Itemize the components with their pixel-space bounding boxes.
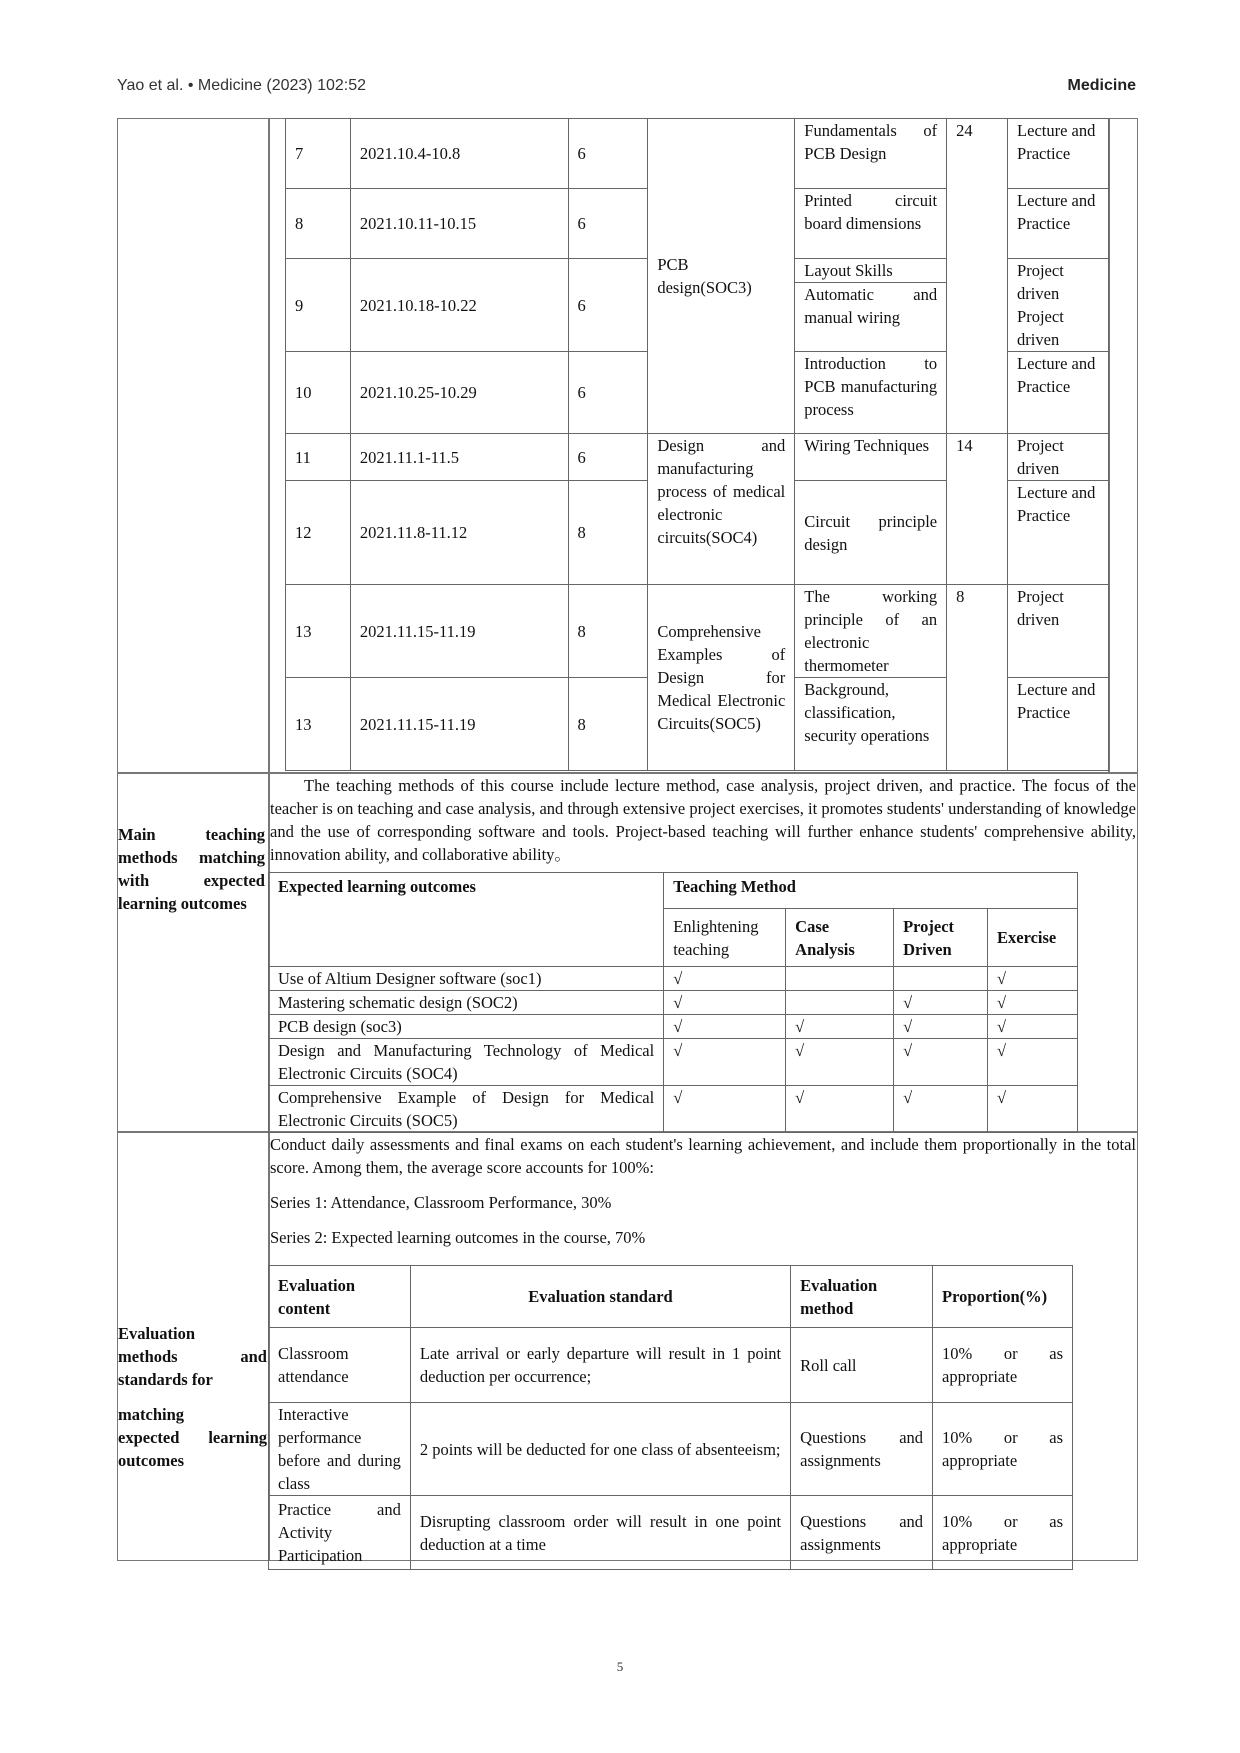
table-row	[269, 1039, 1078, 1086]
label-line: matching	[118, 1405, 184, 1424]
teaching-methods-paragraph: The teaching methods of this course include lecture method, case analysis, project driven, and practice. The focus of the teacher is on teaching and case analysis, and through extensive project exercises, it promotes students' understanding of knowledge and the use of corresponding software and tools. Project-based teaching will further enhance students' comprehensive ability, innovation ability, and collaborative ability。	[270, 776, 1136, 864]
check-icon: √	[664, 1015, 786, 1039]
evaluation-series-2: Series 2: Expected learning outcomes in the course, 70%	[270, 1228, 646, 1247]
method-cell	[1008, 259, 1109, 352]
hours-cell: 8	[568, 678, 648, 771]
proportion-cell: 10% or as appropriate	[933, 1328, 1073, 1403]
module-hours-cell: 24	[947, 119, 1008, 434]
outcome-cell: Design and Manufacturing Technology of Medical Electronic Circuits (SOC4)	[269, 1039, 664, 1086]
hours-cell: 6	[568, 352, 648, 434]
method-cell: Lecture and Practice	[1008, 678, 1109, 771]
table-row	[286, 434, 1109, 481]
hours-cell: 6	[568, 189, 648, 259]
label-line: Main teaching	[118, 825, 265, 844]
week-cell: 12	[286, 481, 351, 585]
evaluation-table	[268, 1265, 1073, 1570]
table-row	[269, 873, 1078, 909]
week-cell: 9	[286, 259, 351, 352]
dates-cell: 2021.10.11-10.15	[350, 189, 568, 259]
topic-cell: The working principle of an electronic thermometer	[795, 585, 947, 678]
standard-cell: Late arrival or early departure will result in 1 point deduction per occurrence;	[410, 1328, 790, 1403]
journal-name: Medicine	[1067, 77, 1136, 94]
hours-cell: 6	[568, 259, 648, 352]
outcome-cell: Comprehensive Example of Design for Medical Electronic Circuits (SOC5)	[269, 1086, 664, 1133]
table-row	[269, 991, 1078, 1015]
topic-text: Layout Skills	[795, 259, 946, 283]
method-cell: Questions and assignments	[791, 1403, 933, 1496]
module-cell: PCB design(SOC3)	[648, 119, 795, 434]
label-line: methods matching	[118, 848, 265, 867]
label-line: methods and	[118, 1347, 267, 1366]
topic-cell: Introduction to PCB manufacturing process	[795, 352, 947, 434]
hours-cell: 8	[568, 585, 648, 678]
topic-cell: Circuit principle design	[795, 481, 947, 585]
week-cell: 13	[286, 678, 351, 771]
week-cell: 8	[286, 189, 351, 259]
column-header: Proportion(%)	[933, 1266, 1073, 1328]
table-row	[286, 585, 1109, 678]
module-hours-cell: 8	[947, 585, 1008, 771]
hours-cell: 8	[568, 481, 648, 585]
hours-cell: 6	[568, 434, 648, 481]
standard-cell: Disrupting classroom order will result in one point deduction at a time	[410, 1496, 790, 1570]
content-cell: Practice and Activity Participation	[269, 1496, 411, 1570]
table-row	[269, 967, 1078, 991]
topic-cell: Background, classification, security operations	[795, 678, 947, 771]
check-icon: √	[987, 1015, 1077, 1039]
citation: Yao et al. • Medicine (2023) 102:52	[117, 77, 367, 94]
schedule-table	[285, 118, 1109, 771]
check-icon	[786, 991, 894, 1015]
label-line: expected learning	[118, 1428, 267, 1447]
check-icon: √	[786, 1015, 894, 1039]
dates-cell: 2021.11.1-11.5	[350, 434, 568, 481]
label-line: Evaluation	[118, 1324, 196, 1343]
method-cell: Questions and assignments	[791, 1496, 933, 1570]
column-header: Evaluation standard	[410, 1266, 790, 1328]
proportion-cell: 10% or as appropriate	[933, 1403, 1073, 1496]
label-line: standards for	[118, 1370, 213, 1389]
dates-cell: 2021.10.18-10.22	[350, 259, 568, 352]
outcome-cell: PCB design (soc3)	[269, 1015, 664, 1039]
standard-cell: 2 points will be deducted for one class of absenteeism;	[410, 1403, 790, 1496]
week-cell: 7	[286, 119, 351, 189]
label-line: with expected	[118, 871, 265, 890]
column-header: Evaluation method	[791, 1266, 933, 1328]
module-hours-cell: 14	[947, 434, 1008, 585]
check-icon: √	[786, 1086, 894, 1133]
week-cell: 11	[286, 434, 351, 481]
column-header: Project Driven	[894, 909, 988, 967]
column-header: Evaluation content	[269, 1266, 411, 1328]
check-icon: √	[987, 967, 1077, 991]
week-cell: 10	[286, 352, 351, 434]
column-header: Enlightening teaching	[664, 909, 786, 967]
table-row	[269, 1015, 1078, 1039]
outcome-cell: Use of Altium Designer software (soc1)	[269, 967, 664, 991]
column-header: Case Analysis	[786, 909, 894, 967]
check-icon: √	[664, 1039, 786, 1086]
check-icon: √	[987, 1086, 1077, 1133]
content-cell: Interactive performance before and during class	[269, 1403, 411, 1496]
topic-text: Automatic and manual wiring	[804, 285, 938, 327]
check-icon: √	[786, 1039, 894, 1086]
table-row	[269, 1328, 1073, 1403]
dates-cell: 2021.10.4-10.8	[350, 119, 568, 189]
topic-cell: Wiring Techniques	[795, 434, 947, 481]
dates-cell: 2021.11.15-11.19	[350, 585, 568, 678]
module-cell: Comprehensive Examples of Design for Medical Electronic Circuits(SOC5)	[648, 585, 795, 771]
evaluation-intro: Conduct daily assessments and final exams on each student's learning achievement, and include them proportionally in the total score. Among them, the average score accounts for 100%:	[270, 1135, 1136, 1177]
column-header: Expected learning outcomes	[269, 873, 664, 967]
method-cell: Lecture and Practice	[1008, 352, 1109, 434]
outcome-cell: Mastering schematic design (SOC2)	[269, 991, 664, 1015]
page-number: 5	[616, 1659, 624, 1674]
week-cell: 13	[286, 585, 351, 678]
method-text: Project driven	[1017, 307, 1064, 349]
table-row	[269, 1266, 1073, 1328]
label-line: learning outcomes	[118, 894, 247, 913]
label-line: outcomes	[118, 1451, 184, 1470]
dates-cell: 2021.11.15-11.19	[350, 678, 568, 771]
content-cell: Classroom attendance	[269, 1328, 411, 1403]
method-cell: Roll call	[791, 1328, 933, 1403]
topic-cell	[795, 259, 947, 352]
proportion-cell: 10% or as appropriate	[933, 1496, 1073, 1570]
method-cell: Lecture and Practice	[1008, 119, 1109, 189]
table-row	[286, 119, 1109, 189]
check-icon: √	[987, 1039, 1077, 1086]
check-icon: √	[987, 991, 1077, 1015]
teaching-method-matrix	[268, 872, 1078, 1133]
evaluation-series-1: Series 1: Attendance, Classroom Performance, 30%	[270, 1193, 612, 1212]
check-icon: √	[894, 1039, 988, 1086]
column-group-header: Teaching Method	[664, 873, 1078, 909]
evaluation-section-label	[118, 1322, 267, 1472]
table-row	[269, 1496, 1073, 1570]
topic-cell: Fundamentals of PCB Design	[795, 119, 947, 189]
method-cell: Project driven	[1008, 585, 1109, 678]
check-icon	[894, 967, 988, 991]
method-cell: Project driven	[1008, 434, 1109, 481]
module-cell: Design and manufacturing process of medical electronic circuits(SOC4)	[648, 434, 795, 585]
dates-cell: 2021.11.8-11.12	[350, 481, 568, 585]
dates-cell: 2021.10.25-10.29	[350, 352, 568, 434]
check-icon: √	[894, 991, 988, 1015]
table-row	[269, 1403, 1073, 1496]
check-icon: √	[664, 991, 786, 1015]
teaching-section-label	[118, 823, 265, 915]
check-icon: √	[894, 1015, 988, 1039]
table-row	[269, 1086, 1078, 1133]
hours-cell: 6	[568, 119, 648, 189]
check-icon	[786, 967, 894, 991]
column-header: Exercise	[987, 909, 1077, 967]
method-cell: Lecture and Practice	[1008, 481, 1109, 585]
topic-cell: Printed circuit board dimensions	[795, 189, 947, 259]
check-icon: √	[664, 1086, 786, 1133]
check-icon: √	[894, 1086, 988, 1133]
method-text: Project driven	[1017, 261, 1064, 303]
check-icon: √	[664, 967, 786, 991]
method-cell: Lecture and Practice	[1008, 189, 1109, 259]
